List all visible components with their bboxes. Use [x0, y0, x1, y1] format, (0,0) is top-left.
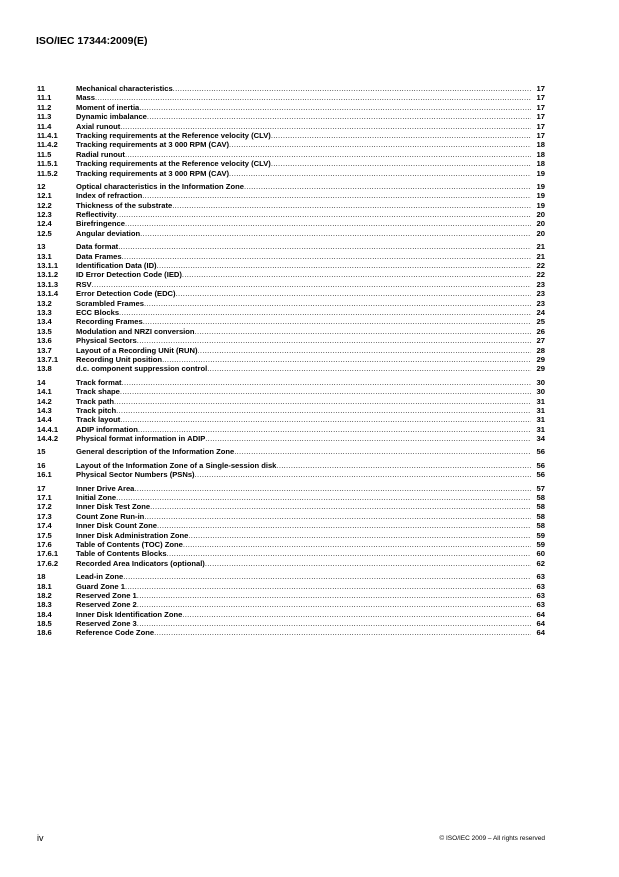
toc-entry[interactable] [37, 280, 545, 289]
toc-entry-number: 13.5 [37, 326, 52, 336]
toc-section [37, 182, 545, 238]
toc-entry-number: 18.5 [37, 619, 52, 629]
toc-entry-number: 18.4 [37, 609, 52, 619]
toc-entry-title: Count Zone Run-in [76, 511, 145, 521]
dot-leader [125, 150, 531, 159]
toc-entry-title: Dynamic imbalance [76, 112, 147, 122]
toc-entry[interactable] [37, 461, 545, 470]
toc-entry-page: 31 [536, 415, 545, 425]
dot-leader [150, 502, 531, 511]
toc-entry-title: Recording Unit position [76, 354, 163, 364]
dot-leader [271, 131, 531, 140]
toc-entry-page: 19 [536, 191, 545, 201]
dot-leader [122, 252, 531, 261]
toc-entry[interactable] [37, 252, 545, 261]
toc-entry-page: 22 [536, 261, 545, 271]
toc-entry-number: 14.2 [37, 396, 52, 406]
dot-leader [276, 461, 531, 470]
dot-leader [142, 191, 531, 200]
toc-entry-page: 18 [536, 149, 545, 159]
toc-entry-number: 18 [37, 572, 46, 582]
dot-leader [182, 610, 531, 619]
dot-leader [120, 122, 531, 131]
toc-entry[interactable] [37, 201, 545, 210]
toc-entry[interactable] [37, 447, 545, 456]
toc-entry-page: 31 [536, 396, 545, 406]
toc-entry-number: 17.4 [37, 521, 52, 531]
toc-entry[interactable] [37, 434, 545, 443]
toc-entry-page: 20 [536, 219, 545, 229]
toc-entry-page: 17 [536, 84, 545, 93]
toc-entry-title: Radial runout [76, 149, 125, 159]
toc-entry[interactable] [37, 93, 545, 102]
toc-entry-title: Track shape [76, 387, 120, 397]
toc-entry[interactable] [37, 103, 545, 112]
dot-leader [92, 280, 531, 289]
toc-entry-title: Track pitch [76, 405, 117, 415]
copyright-notice: © ISO/IEC 2009 – All rights reserved [439, 835, 545, 842]
toc-entry-page: 34 [536, 434, 545, 444]
toc-entry-number: 16.1 [37, 470, 52, 480]
toc-entry-title: Moment of inertia [76, 102, 140, 112]
toc-entry-page: 20 [536, 228, 545, 238]
toc-entry-title: Physical format information in ADIP [76, 434, 206, 444]
toc-entry-title: Reserved Zone 3 [76, 619, 137, 629]
toc-entry-number: 17.3 [37, 511, 52, 521]
toc-entry[interactable] [37, 308, 545, 317]
dot-leader [205, 434, 531, 443]
dot-leader [114, 397, 531, 406]
toc-entry[interactable] [37, 378, 545, 387]
toc-entry[interactable] [37, 559, 545, 568]
dot-leader [123, 572, 531, 581]
toc-entry-title: Recorded Area Indicators (optional) [76, 558, 205, 568]
toc-section [37, 378, 545, 444]
toc-entry[interactable] [37, 619, 545, 628]
toc-entry-title: Optical characteristics in the Information Zone [76, 181, 244, 191]
toc-entry-page: 25 [536, 317, 545, 327]
toc-entry-title: Reflectivity [76, 210, 117, 220]
dot-leader [198, 346, 532, 355]
toc-entry[interactable] [37, 84, 545, 93]
toc-entry-page: 57 [536, 483, 545, 493]
toc-entry-number: 17.2 [37, 502, 52, 512]
toc-entry-title: Angular deviation [76, 228, 141, 238]
toc-entry-number: 13 [37, 242, 46, 252]
dot-leader [234, 447, 531, 456]
dot-leader [183, 540, 531, 549]
toc-entry[interactable] [37, 600, 545, 609]
toc-entry-title: Tracking requirements at 3 000 RPM (CAV) [76, 168, 230, 178]
toc-entry-page: 30 [536, 387, 545, 397]
dot-leader [122, 378, 531, 387]
toc-entry-page: 24 [536, 307, 545, 317]
dot-leader [182, 270, 531, 279]
toc-entry-title: Inner Disk Administration Zone [76, 530, 189, 540]
toc-entry[interactable] [37, 425, 545, 434]
toc-entry-page: 17 [536, 121, 545, 131]
toc-entry-title: RSV [76, 279, 92, 289]
toc-entry[interactable] [37, 150, 545, 159]
toc-entry-title: Lead-in Zone [76, 572, 124, 582]
toc-entry-title: Tracking requirements at the Reference velocity (CLV) [76, 159, 271, 169]
toc-section [37, 84, 545, 178]
toc-entry-number: 14.4 [37, 415, 52, 425]
dot-leader [162, 355, 531, 364]
toc-entry-number: 13.4 [37, 317, 52, 327]
toc-entry-page: 17 [536, 93, 545, 103]
dot-leader [271, 159, 531, 168]
toc-entry-page: 28 [536, 345, 545, 355]
toc-entry-number: 11.5.1 [37, 159, 58, 169]
toc-entry[interactable] [37, 299, 545, 308]
toc-entry-title: Track format [76, 377, 122, 387]
toc-entry-number: 18.6 [37, 628, 52, 638]
dot-leader [125, 582, 531, 591]
document-header: ISO/IEC 17344:2009(E) [36, 35, 148, 47]
toc-entry[interactable] [37, 591, 545, 600]
dot-leader [116, 406, 531, 415]
toc-entry-number: 13.3 [37, 307, 52, 317]
toc-entry[interactable] [37, 397, 545, 406]
dot-leader [143, 317, 531, 326]
toc-entry-page: 27 [536, 336, 545, 346]
toc-entry-page: 56 [536, 447, 545, 457]
dot-leader [207, 364, 531, 373]
toc-entry-title: Tracking requirements at 3 000 RPM (CAV) [76, 140, 230, 150]
toc-entry-title: Scrambled Frames [76, 298, 144, 308]
toc-entry-title: Inner Disk Identification Zone [76, 609, 183, 619]
toc-entry-title: Reference Code Zone [76, 628, 155, 638]
toc-entry-number: 13.1.1 [37, 261, 59, 271]
toc-entry[interactable] [37, 415, 545, 424]
toc-entry-number: 13.1 [37, 251, 52, 261]
toc-entry[interactable] [37, 289, 545, 298]
toc-entry[interactable] [37, 112, 545, 121]
toc-entry-page: 60 [536, 549, 545, 559]
dot-leader [120, 415, 531, 424]
toc-entry[interactable] [37, 512, 545, 521]
dot-leader [137, 619, 531, 628]
toc-entry-page: 23 [536, 279, 545, 289]
toc-entry-page: 19 [536, 168, 545, 178]
toc-entry-title: General description of the Information Zone [76, 447, 235, 457]
toc-entry-number: 12.4 [37, 219, 52, 229]
toc-entry-number: 18.2 [37, 590, 52, 600]
toc-entry-page: 58 [536, 493, 545, 503]
toc-entry-title: Reserved Zone 2 [76, 600, 137, 610]
toc-entry[interactable] [37, 219, 545, 228]
dot-leader [117, 210, 531, 219]
toc-entry[interactable] [37, 270, 545, 279]
dot-leader [195, 470, 531, 479]
dot-leader [137, 600, 531, 609]
toc-entry-number: 15 [37, 447, 46, 457]
dot-leader [120, 387, 531, 396]
toc-entry[interactable] [37, 406, 545, 415]
dot-leader [137, 591, 531, 600]
toc-entry-title: ECC Blocks [76, 307, 120, 317]
toc-entry-title: Track path [76, 396, 114, 406]
dot-leader [140, 229, 531, 238]
toc-entry[interactable] [37, 346, 545, 355]
toc-entry-page: 17 [536, 130, 545, 140]
toc-entry[interactable] [37, 336, 545, 345]
toc-entry[interactable] [37, 540, 545, 549]
toc-entry-number: 13.7 [37, 345, 52, 355]
toc-entry[interactable] [37, 122, 545, 131]
toc-entry-number: 14.4.1 [37, 424, 59, 434]
toc-entry[interactable] [37, 628, 545, 637]
dot-leader [167, 549, 531, 558]
toc-entry-number: 17.1 [37, 493, 52, 503]
toc-entry-page: 56 [536, 460, 545, 470]
toc-entry-number: 12.1 [37, 191, 52, 201]
toc-entry-number: 17 [37, 483, 46, 493]
dot-leader [119, 308, 531, 317]
dot-leader [244, 182, 531, 191]
toc-entry-page: 63 [536, 590, 545, 600]
toc-entry-title: d.c. component suppression control [76, 364, 208, 374]
toc-entry-title: Reserved Zone 1 [76, 590, 137, 600]
toc-entry-number: 16 [37, 460, 46, 470]
toc-entry-page: 21 [536, 242, 545, 252]
toc-entry-title: Table of Contents Blocks [76, 549, 167, 559]
dot-leader [116, 493, 531, 502]
toc-entry-title: Modulation and NRZI conversion [76, 326, 195, 336]
toc-entry[interactable] [37, 531, 545, 540]
dot-leader [205, 559, 531, 568]
toc-entry-title: Index of refraction [76, 191, 143, 201]
toc-entry-number: 18.1 [37, 581, 52, 591]
dot-leader [144, 299, 531, 308]
toc-entry-page: 58 [536, 511, 545, 521]
toc-entry[interactable] [37, 572, 545, 581]
toc-entry-title: Physical Sector Numbers (PSNs) [76, 470, 195, 480]
toc-section [37, 484, 545, 569]
toc-entry-title: Inner Drive Area [76, 483, 135, 493]
toc-entry[interactable] [37, 317, 545, 326]
toc-entry-number: 14 [37, 377, 46, 387]
dot-leader [173, 84, 531, 93]
toc-entry-number: 13.8 [37, 364, 52, 374]
toc-entry-page: 64 [536, 619, 545, 629]
toc-entry[interactable] [37, 169, 545, 178]
toc-entry-page: 64 [536, 609, 545, 619]
toc-entry-page: 21 [536, 251, 545, 261]
toc-entry-page: 18 [536, 140, 545, 150]
toc-entry-page: 63 [536, 600, 545, 610]
toc-entry[interactable] [37, 364, 545, 373]
toc-entry-page: 29 [536, 354, 545, 364]
toc-entry-page: 26 [536, 326, 545, 336]
toc-entry-number: 11.4 [37, 121, 52, 131]
toc-entry[interactable] [37, 210, 545, 219]
toc-entry-title: ADIP information [76, 424, 138, 434]
toc-entry[interactable] [37, 484, 545, 493]
toc-entry-number: 11.5.2 [37, 168, 58, 178]
toc-entry-title: Mechanical characteristics [76, 84, 173, 93]
toc-entry-page: 58 [536, 521, 545, 531]
toc-entry-page: 23 [536, 298, 545, 308]
dot-leader [137, 336, 531, 345]
toc-entry-title: Mass [76, 93, 95, 103]
toc-entry-page: 59 [536, 530, 545, 540]
dot-leader [139, 103, 531, 112]
toc-entry-number: 17.6 [37, 539, 52, 549]
toc-entry-page: 30 [536, 377, 545, 387]
toc-entry-page: 31 [536, 405, 545, 415]
toc-entry[interactable] [37, 521, 545, 530]
toc-entry-page: 29 [536, 364, 545, 374]
toc-entry-title: Physical Sectors [76, 336, 137, 346]
dot-leader [147, 112, 531, 121]
dot-leader [95, 93, 531, 102]
toc-entry-page: 19 [536, 181, 545, 191]
toc-entry[interactable] [37, 182, 545, 191]
toc-section [37, 572, 545, 638]
toc-entry-page: 62 [536, 558, 545, 568]
toc-entry-title: Data format [76, 242, 119, 252]
toc-entry-number: 12.2 [37, 200, 52, 210]
toc-section [37, 447, 545, 456]
toc-entry-title: Axial runout [76, 121, 121, 131]
toc-entry-number: 12.5 [37, 228, 52, 238]
dot-leader [134, 484, 531, 493]
toc-entry-page: 17 [536, 102, 545, 112]
toc-entry-title: Tracking requirements at the Reference velocity (CLV) [76, 130, 271, 140]
toc-entry-title: Layout of a Recording UNit (RUN) [76, 345, 198, 355]
table-of-contents [37, 84, 545, 642]
toc-entry-title: Birefringence [76, 219, 125, 229]
toc-entry[interactable] [37, 549, 545, 558]
dot-leader [154, 628, 531, 637]
toc-entry[interactable] [37, 140, 545, 149]
toc-entry-number: 18.3 [37, 600, 52, 610]
toc-section [37, 242, 545, 373]
toc-entry-number: 14.3 [37, 405, 52, 415]
dot-leader [157, 521, 531, 530]
toc-entry-page: 58 [536, 502, 545, 512]
toc-entry-title: Layout of the Information Zone of a Single-session disk [76, 460, 277, 470]
toc-entry-page: 31 [536, 424, 545, 434]
toc-entry[interactable] [37, 493, 545, 502]
toc-entry-page: 17 [536, 112, 545, 122]
toc-entry[interactable] [37, 582, 545, 591]
toc-entry-title: Track layout [76, 415, 121, 425]
dot-leader [157, 261, 531, 270]
toc-entry-title: Recording Frames [76, 317, 143, 327]
toc-entry-page: 63 [536, 572, 545, 582]
toc-entry[interactable] [37, 355, 545, 364]
toc-entry[interactable] [37, 159, 545, 168]
toc-entry-number: 17.6.2 [37, 558, 59, 568]
toc-entry-number: 11.5 [37, 149, 52, 159]
toc-entry[interactable] [37, 131, 545, 140]
toc-entry-title: Error Detection Code (EDC) [76, 289, 176, 299]
page-number: iv [37, 833, 44, 843]
toc-entry-number: 11 [37, 84, 46, 93]
toc-entry-number: 11.3 [37, 112, 52, 122]
toc-entry[interactable] [37, 229, 545, 238]
toc-entry-page: 59 [536, 539, 545, 549]
dot-leader [229, 169, 531, 178]
toc-entry-page: 64 [536, 628, 545, 638]
toc-entry[interactable] [37, 327, 545, 336]
toc-entry-title: Inner Disk Count Zone [76, 521, 158, 531]
toc-entry-title: Guard Zone 1 [76, 581, 125, 591]
toc-entry[interactable] [37, 502, 545, 511]
toc-entry[interactable] [37, 470, 545, 479]
toc-entry-page: 23 [536, 289, 545, 299]
toc-entry-page: 22 [536, 270, 545, 280]
toc-entry[interactable] [37, 387, 545, 396]
dot-leader [125, 219, 531, 228]
toc-entry-title: Identification Data (ID) [76, 261, 157, 271]
toc-entry[interactable] [37, 261, 545, 270]
dot-leader [138, 425, 531, 434]
toc-entry-page: 19 [536, 200, 545, 210]
toc-entry-number: 12.3 [37, 210, 52, 220]
toc-entry-number: 13.2 [37, 298, 52, 308]
dot-leader [229, 140, 531, 149]
toc-entry-page: 18 [536, 159, 545, 169]
toc-entry-title: Initial Zone [76, 493, 117, 503]
toc-entry[interactable] [37, 191, 545, 200]
dot-leader [176, 289, 531, 298]
toc-entry-page: 63 [536, 581, 545, 591]
dot-leader [172, 201, 531, 210]
dot-leader [188, 531, 531, 540]
toc-entry-number: 14.1 [37, 387, 52, 397]
dot-leader [144, 512, 531, 521]
toc-entry-number: 13.1.3 [37, 279, 59, 289]
toc-entry-number: 11.4.1 [37, 130, 58, 140]
toc-entry[interactable] [37, 242, 545, 251]
toc-entry-title: ID Error Detection Code (IED) [76, 270, 182, 280]
toc-entry-number: 11.1 [37, 93, 52, 103]
toc-entry-number: 13.7.1 [37, 354, 59, 364]
toc-entry-number: 13.1.4 [37, 289, 59, 299]
toc-entry-title: Table of Contents (TOC) Zone [76, 539, 183, 549]
toc-entry-number: 17.5 [37, 530, 52, 540]
toc-entry-number: 11.4.2 [37, 140, 58, 150]
toc-entry-number: 14.4.2 [37, 434, 59, 444]
toc-entry-title: Thickness of the substrate [76, 200, 173, 210]
toc-entry-number: 12 [37, 181, 46, 191]
toc-entry[interactable] [37, 610, 545, 619]
dot-leader [118, 242, 531, 251]
toc-entry-number: 11.2 [37, 102, 52, 112]
toc-entry-title: Data Frames [76, 251, 122, 261]
toc-entry-page: 20 [536, 210, 545, 220]
toc-entry-number: 13.6 [37, 336, 52, 346]
dot-leader [195, 327, 531, 336]
toc-entry-page: 56 [536, 470, 545, 480]
toc-entry-number: 13.1.2 [37, 270, 59, 280]
toc-section [37, 461, 545, 480]
toc-entry-number: 17.6.1 [37, 549, 59, 559]
toc-entry-title: Inner Disk Test Zone [76, 502, 151, 512]
